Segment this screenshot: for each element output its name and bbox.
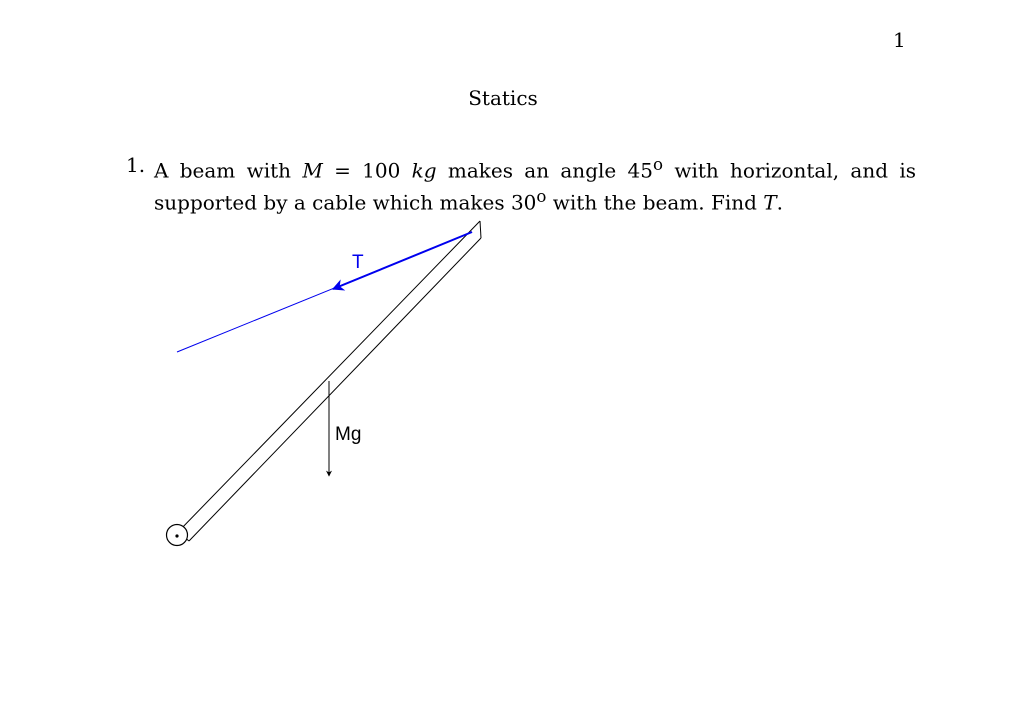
page-number: 1 [893,28,906,52]
text-segment: with the beam. Find [546,190,764,215]
pivot-icon [167,525,188,546]
text-segment: with horizontal, and is supported by a cable which makes 30 [154,158,916,215]
degree-symbol: o [536,186,547,206]
tension-label: T [352,252,364,273]
section-title: Statics [468,86,538,110]
mass-unit: kg [411,158,437,183]
tension-symbol: T [763,190,777,215]
text-segment: = 100 [322,158,412,183]
text-segment: makes an angle 45 [436,158,653,183]
text-segment: A beam with [154,158,303,183]
degree-symbol: o [652,155,664,174]
weight-label: Mg [335,424,362,445]
mass-symbol: M [302,158,323,183]
problem-number: 1. [126,153,146,177]
text-segment: . [776,190,783,215]
